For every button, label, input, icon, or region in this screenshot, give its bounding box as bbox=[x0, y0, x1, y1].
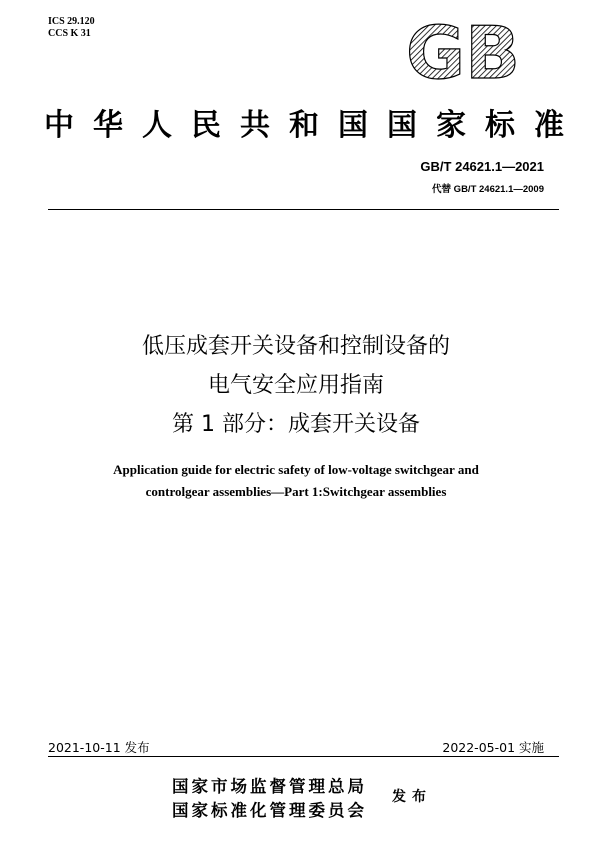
standard-type-char: 标 bbox=[485, 108, 515, 143]
standard-type-char: 准 bbox=[534, 108, 564, 143]
ics-code: ICS 29.120 bbox=[48, 16, 95, 27]
standard-type-char: 国 bbox=[387, 108, 417, 143]
issuer-line-1: 国家市场监督管理总局 bbox=[172, 777, 367, 796]
issue-date: 2021-10-11 发布 bbox=[48, 740, 150, 755]
standard-type-char: 人 bbox=[142, 108, 172, 143]
title-zh-line-3: 第 1 部分：成套开关设备 bbox=[172, 412, 420, 437]
standard-type-char: 和 bbox=[289, 108, 319, 143]
standard-type-char: 民 bbox=[191, 108, 221, 143]
standard-type-char: 中 bbox=[44, 108, 74, 143]
implementation-date: 2022-05-01 实施 bbox=[442, 740, 544, 755]
standard-number: GB/T 24621.1—2021 bbox=[420, 159, 544, 174]
title-en-line-1: Application guide for electric safety of low-voltage switchgear and bbox=[113, 462, 479, 477]
footer-divider bbox=[48, 756, 559, 757]
title-zh-line-2: 电气安全应用指南 bbox=[207, 373, 384, 398]
classification-codes bbox=[48, 16, 95, 40]
replaces-standard: 代替 GB/T 24621.1—2009 bbox=[432, 184, 544, 195]
title-zh-line-1: 低压成套开关设备和控制设备的 bbox=[141, 334, 450, 359]
standard-type-char: 华 bbox=[93, 108, 123, 143]
header-divider bbox=[48, 209, 559, 210]
issuer-line-2: 国家标准化管理委员会 bbox=[172, 801, 367, 820]
publish-label: 发布 bbox=[392, 789, 432, 805]
standard-type-char: 共 bbox=[240, 108, 270, 143]
gb-logo bbox=[398, 16, 528, 88]
gb-logo-text: GB bbox=[406, 16, 520, 88]
standard-type-char: 家 bbox=[436, 108, 466, 143]
standard-type-title bbox=[44, 102, 564, 142]
standard-type-char: 国 bbox=[338, 108, 368, 143]
ccs-code: CCS K 31 bbox=[48, 28, 91, 39]
title-en-line-2: controlgear assemblies—Part 1:Switchgear assemblies bbox=[145, 484, 447, 499]
